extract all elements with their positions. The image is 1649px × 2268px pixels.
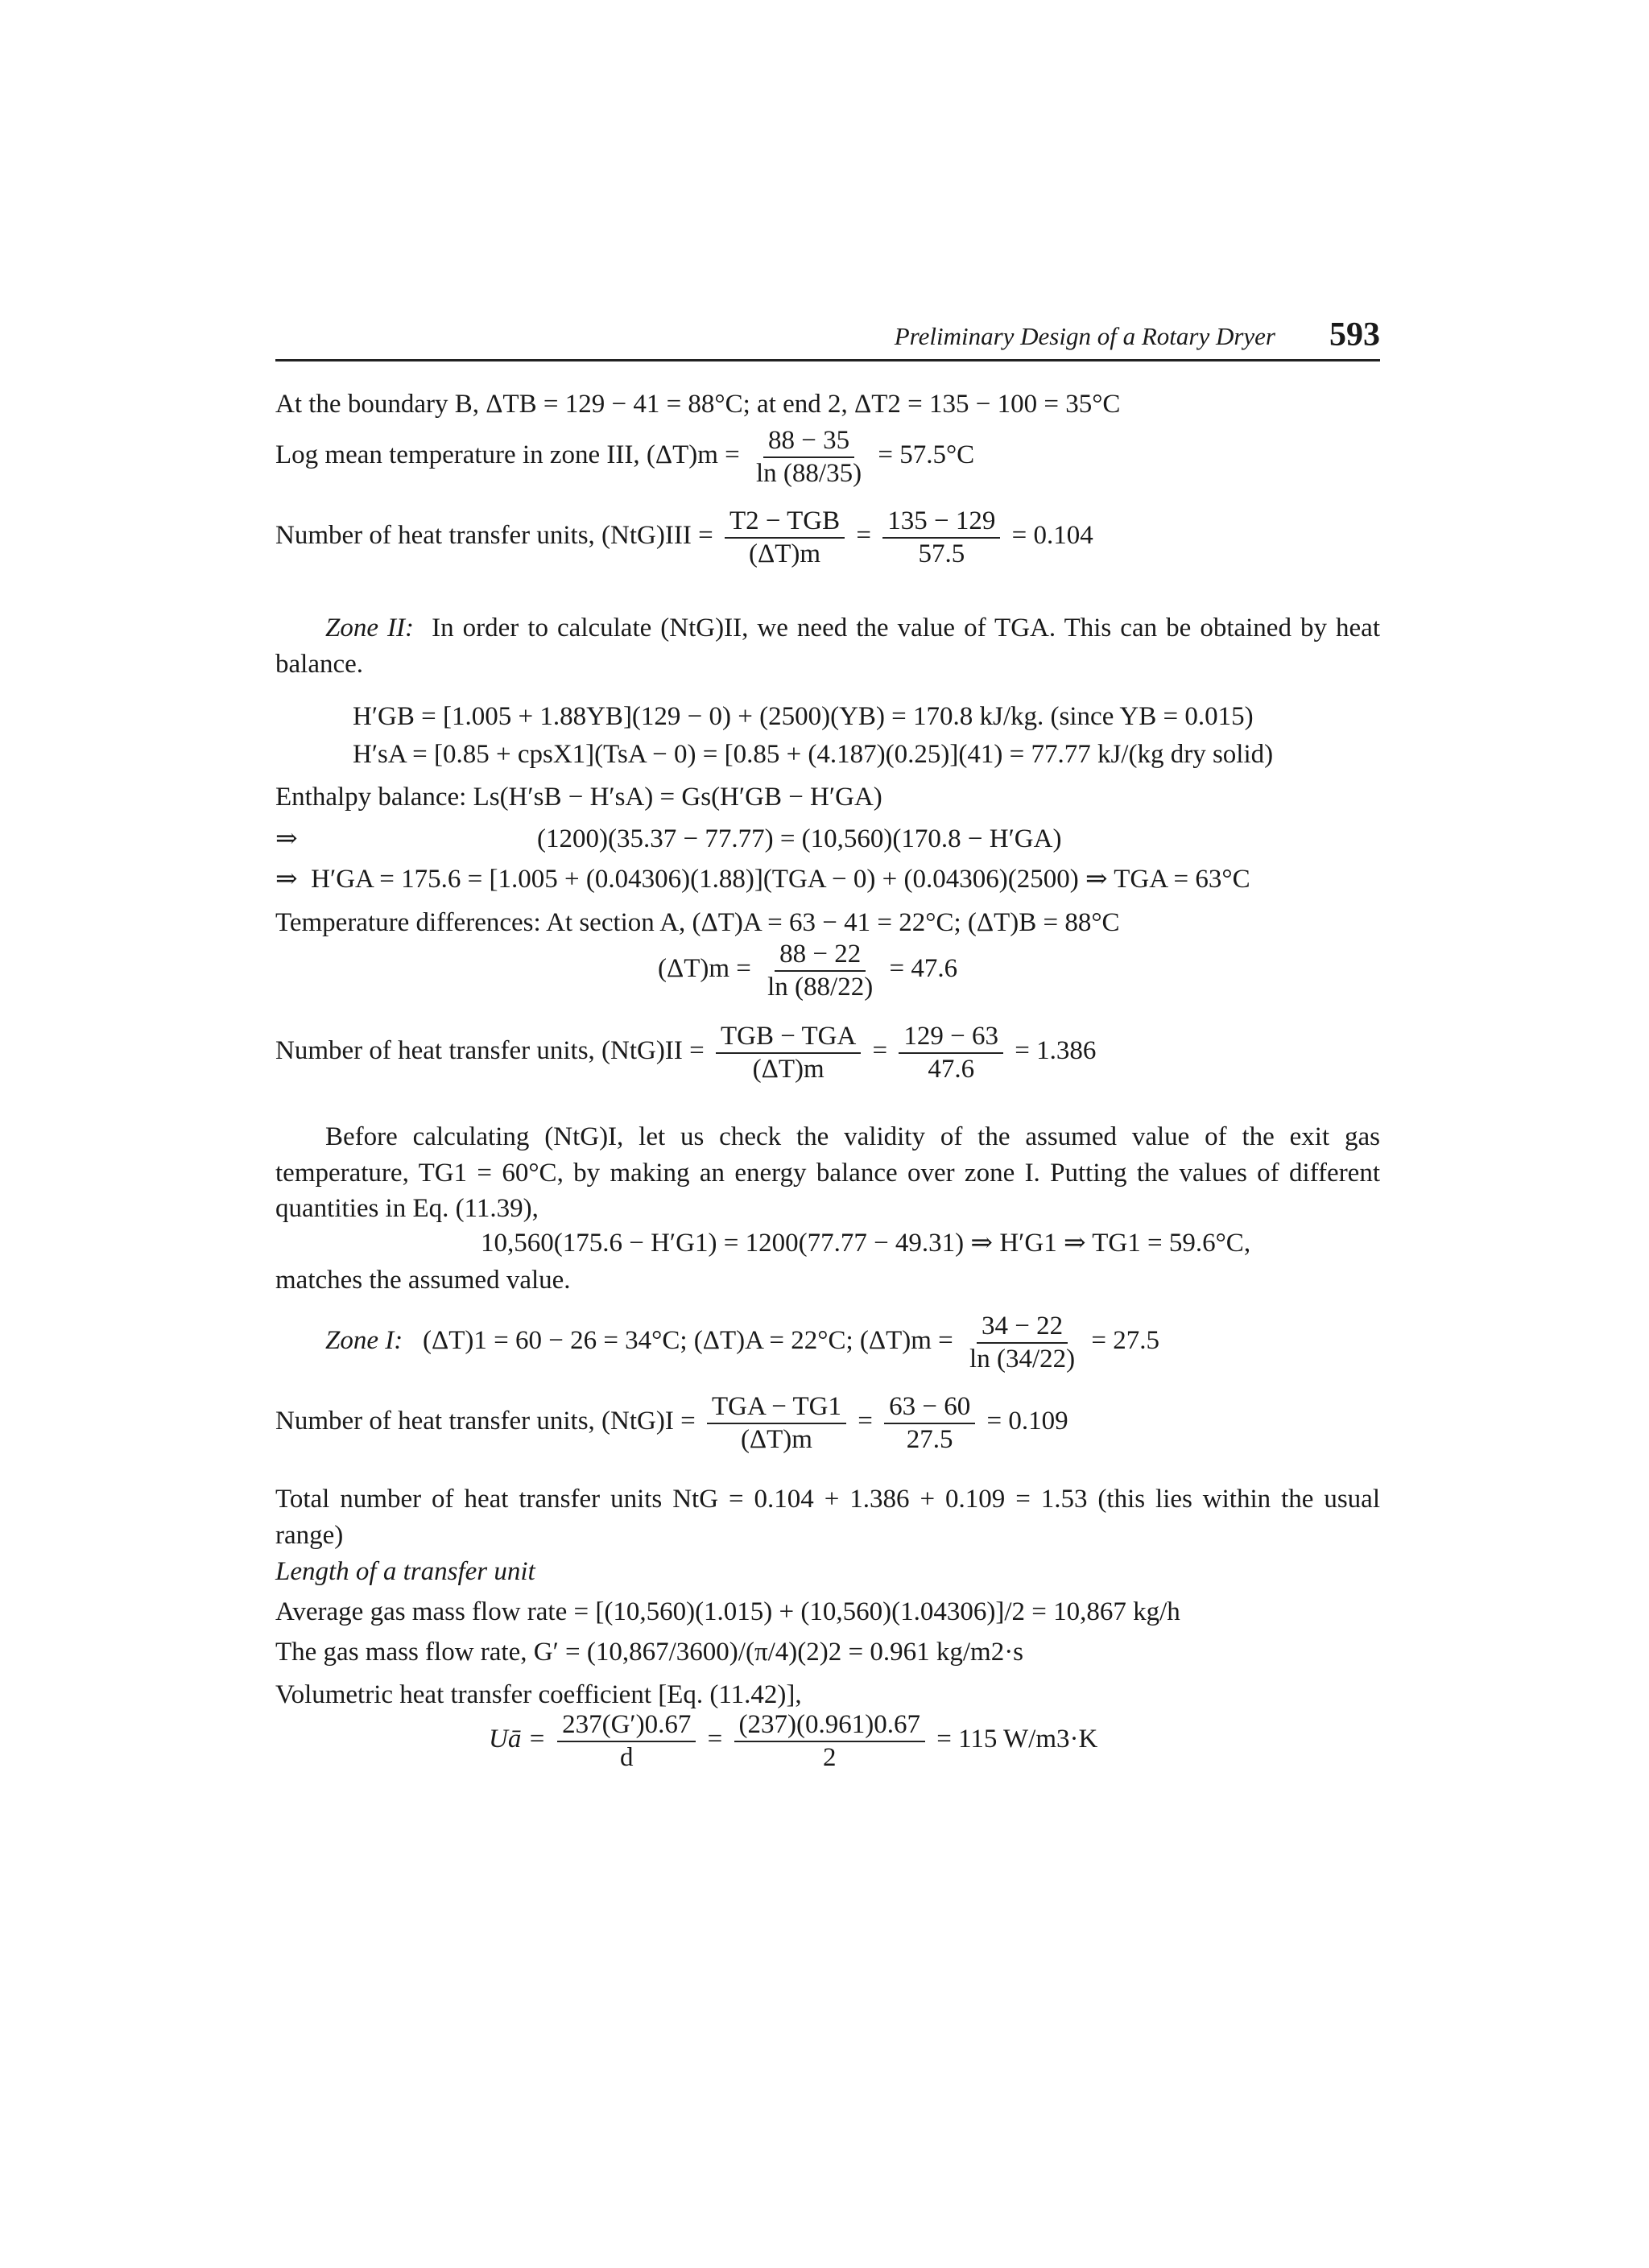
boundary-line: At the boundary B, ΔTB = 129 − 41 = 88°C; at end 2, ΔT2 = 135 − 100 = 35°C [275, 390, 1121, 419]
zone2-paragraph: Zone II: In order to calculate (NtG)II, we need the value of TGA. This can be obtained by heat balance. [275, 613, 1381, 679]
ntu-zone3: Number of heat transfer units, (NtG)III = $\frac{\text{T2 − TGB}}{(\Delta T)m}$ = $\frac{135 - 129}{57.5}$ = 0.104 [275, 506, 1093, 568]
matches-line: matches the assumed value. [275, 1266, 571, 1295]
fraction: $\frac{237(G')0.67}{d}$ [557, 1711, 696, 1771]
fraction: $\frac{34 - 22}{\ln (34/22)}$ [969, 1312, 1076, 1374]
zone1-line: Zone I: (ΔT)1 = 60 − 26 = 34°C; (ΔT)A = 22°C; (ΔT)m = $\frac{34 - 22}{\ln (34/22)}$ = 27.5 [325, 1312, 1159, 1374]
ntu-zone1: Number of heat transfer units, (NtG)I = $\frac{\text{TGA − TG1}}{(\Delta T)m}$ = $\frac{63 - 60}{27.5}$ = 0.109 [275, 1392, 1068, 1454]
fraction: $\frac{\text{TGB − TGA}}{(\Delta T)m}$ [716, 1022, 861, 1083]
log-mean-zone3: Log mean temperature in zone III, (ΔT)m = $\frac{88 - 35}{\ln (88/35)}$ = 57.5°C [275, 426, 975, 488]
fraction: $\frac{88 - 22}{\ln (88/22)}$ [767, 940, 874, 1002]
ua-equation: Uā = $\frac{237(G')0.67}{d}$ = $\frac{(237)(0.961)0.67}{2}$ = 115 W/m3·K [489, 1710, 1098, 1772]
fraction: $\frac{\text{TGA − TG1}}{(\Delta T)m}$ [707, 1393, 846, 1453]
energy-balance: 10,560(175.6 − H′G1) = 1200(77.77 − 49.31) ⇒ H′G1 ⇒ TG1 = 59.6°C, [481, 1229, 1251, 1258]
arrow-line-2: ⇒ H′GA = 175.6 = [1.005 + (0.04306)(1.88)](TGA − 0) + (0.04306)(2500) ⇒ TGA = 63°C [275, 865, 1250, 894]
temperature-differences: Temperature differences: At section A, (ΔT)A = 63 − 41 = 22°C; (ΔT)B = 88°C [275, 908, 1120, 937]
running-title: Preliminary Design of a Rotary Dryer [894, 322, 1275, 350]
fraction: $\frac{129 - 63}{47.6}$ [899, 1022, 1003, 1083]
fraction: $\frac{63 - 60}{27.5}$ [884, 1393, 975, 1453]
volumetric-coefficient: Volumetric heat transfer coefficient [Eq. (11.42)], [275, 1680, 802, 1709]
total-ntu: Total number of heat transfer units NtG = 0.104 + 1.386 + 0.109 = 1.53 (this lies within the usual range) [275, 1485, 1380, 1550]
fraction: $\frac{\text{T2 − TGB}}{(\Delta T)m}$ [725, 507, 845, 568]
running-header [275, 316, 1380, 361]
balance-substitution: (1200)(35.37 − 77.77) = (10,560)(170.8 − H′GA) [537, 824, 1062, 853]
equation-hgb: H′GB = [1.005 + 1.88YB](129 − 0) + (2500)(YB) = 170.8 kJ/kg. (since YB = 0.015) [353, 702, 1254, 731]
fraction: $\frac{88 - 35}{\ln (88/35)}$ [756, 426, 862, 488]
enthalpy-balance: Enthalpy balance: Ls(H′sB − H′sA) = Gs(H′GB − H′GA) [275, 783, 882, 812]
page-number: 593 [1329, 316, 1380, 353]
ntu-zone2: Number of heat transfer units, (NtG)II = $\frac{\text{TGB − TGA}}{(\Delta T)m}$ = $\frac{129 - 63}{47.6}$ = 1.386 [275, 1022, 1097, 1084]
log-mean-zone2: (ΔT)m = $\frac{88 - 22}{\ln (88/22)}$ = 47.6 [658, 940, 958, 1002]
section-heading: Length of a transfer unit [275, 1557, 535, 1586]
equation-hsa: H′sA = [0.85 + cpsX1](TsA − 0) = [0.85 + (4.187)(0.25)](41) = 77.77 kJ/(kg dry solid) [353, 740, 1274, 769]
fraction: $\frac{135 - 129}{57.5}$ [882, 507, 1000, 568]
average-flow: Average gas mass flow rate = [(10,560)(1.015) + (10,560)(1.04306)]/2 = 10,867 kg/h [275, 1597, 1180, 1626]
gas-flow-rate: The gas mass flow rate, G′ = (10,867/3600)/(π/4)(2)2 = 0.961 kg/m2·s [275, 1638, 1024, 1667]
fraction: $\frac{(237)(0.961)0.67}{2}$ [734, 1711, 925, 1771]
arrow-line-1: ⇒ [275, 824, 298, 853]
validity-paragraph: Before calculating (NtG)I, let us check the validity of the assumed value of the exit gas temperature, TG1 = 60°C, by making an energy balance over zone I. Putting the values of different quantities in Eq. (11.39), [275, 1122, 1380, 1224]
